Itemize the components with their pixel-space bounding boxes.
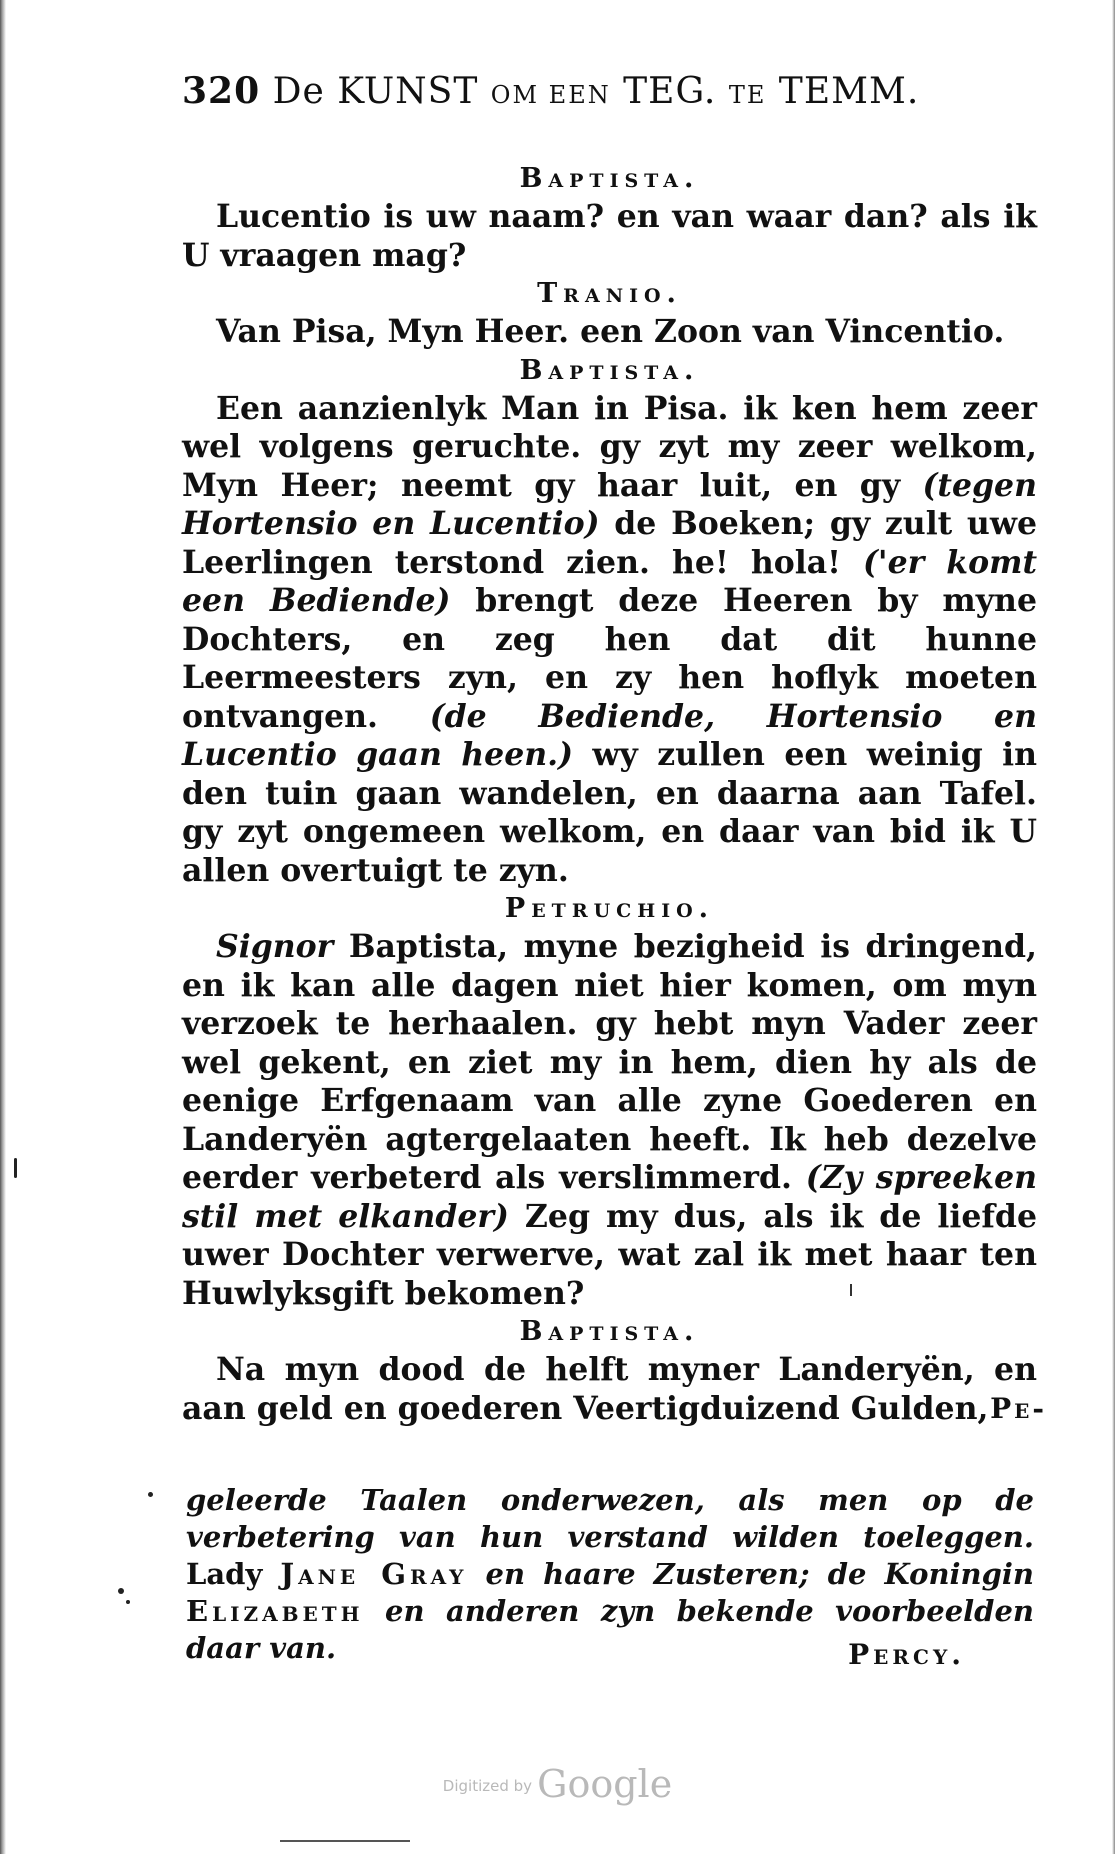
footnote-text: en haare Zusteren; de Koningin: [467, 1557, 1035, 1591]
speaker-name: Petruchio.: [504, 893, 715, 924]
running-title-part: OM EEN: [490, 81, 611, 109]
running-title-part: TEMM.: [766, 71, 920, 112]
footnote-text: en anderen zyn bekende voorbeelden daar van.: [186, 1594, 1034, 1665]
running-title-part: TE: [728, 81, 767, 109]
speaker-name: Baptista.: [519, 163, 700, 194]
stage-direction: (de Bediende, Hortensio en Lucentio gaan heen.): [182, 697, 1037, 773]
footnote-text: geleerde Taalen onderwezen, als men op de verbetering van hun verstand wilden toeleggen.: [186, 1483, 1034, 1554]
footnote-text: Elizabeth: [186, 1594, 364, 1628]
speaker-name: Tranio.: [537, 278, 682, 309]
google-logo: Google: [537, 1762, 673, 1806]
speech-paragraph: [182, 198, 1037, 275]
scan-speck: [118, 1588, 124, 1594]
scan-speck: [148, 1492, 153, 1497]
running-head: [182, 70, 1002, 112]
stage-direction: Signor: [216, 928, 334, 965]
main-text: [182, 160, 1037, 1428]
footnote-text: Jane Gray: [280, 1557, 468, 1591]
speech-text: Lucentio is uw naam? en van waar dan? als ik U vraagen mag?: [182, 198, 1037, 274]
speech-text: brengt deze Heeren by myne Dochters, en zeg hen dat dit hunne Leermeesters zyn, en zy hen hoflyk moeten ontvangen.: [182, 582, 1037, 735]
scan-trace: [280, 1840, 410, 1848]
speaker-name: Baptista.: [519, 1316, 700, 1347]
speech-paragraph: [182, 313, 1037, 352]
speech-text: Baptista, myne bezigheid is dringend, en ik kan alle dagen niet hier komen, om myn verzoek te herhaalen. gy hebt myn Vader zeer wel gekent, en ziet my in hem, dien hy als de eenige Erfgenaam van alle zyne Goederen en Landeryën agtergelaaten heeft. Ik heb dezelve eerder verbeterd als verslimmerd.: [182, 928, 1037, 1196]
footnote-text: Lady: [186, 1557, 281, 1591]
speech-text: Na myn dood de helft myner Landeryën, en aan geld en goederen Veertigduizend Gulden,: [182, 1351, 1037, 1427]
stage-direction: (tegen Hortensio en Lucentio): [182, 466, 1037, 542]
speech-text: wy zullen een weinig in den tuin gaan wandelen, en daarna aan Tafel. gy zyt ongemeen welkom, en daar van bid ik U allen overtuigt te zyn.: [182, 736, 1037, 889]
speech-paragraph: [182, 390, 1037, 891]
speech-paragraph: [182, 928, 1037, 1313]
catchword: Pe-: [990, 1392, 1047, 1425]
speech-paragraph: [182, 1351, 1037, 1428]
speaker-name: Baptista.: [519, 354, 700, 386]
speech-text: Van Pisa, Myn Heer. een Zoon van Vincentio.: [216, 313, 1005, 350]
google-watermark: [0, 1762, 1115, 1806]
stage-direction: (Zy spreeken stil met elkander): [182, 1159, 1038, 1235]
speech-text: Zeg my dus, als ik de liefde uwer Dochter verwerve, wat zal ik met haar ten Huwlyksgift bekomen?: [182, 1197, 1037, 1312]
speech-text: Een aanzienlyk Man in Pisa. ik ken hem zeer wel volgens geruchte. gy zyt my zeer welkom, Myn Heer; neemt gy haar luit, en gy: [182, 389, 1037, 504]
speech-text: de Boeken; gy zult uwe Leerlingen terstond zien. he! hola!: [182, 505, 1037, 581]
stage-direction: ('er komt een Bediende): [182, 543, 1037, 619]
watermark-prefix: Digitized by: [442, 1777, 533, 1795]
footnote-signature: Percy.: [848, 1638, 965, 1671]
scan-mark: [850, 1284, 852, 1296]
running-title-part: TEG.: [610, 71, 729, 112]
scan-speck: [126, 1600, 130, 1604]
page-number: 320: [182, 70, 261, 112]
page-edge-left: [0, 0, 6, 1854]
scan-speck: [14, 1158, 17, 1178]
running-title-part: De KUNST: [272, 71, 491, 112]
